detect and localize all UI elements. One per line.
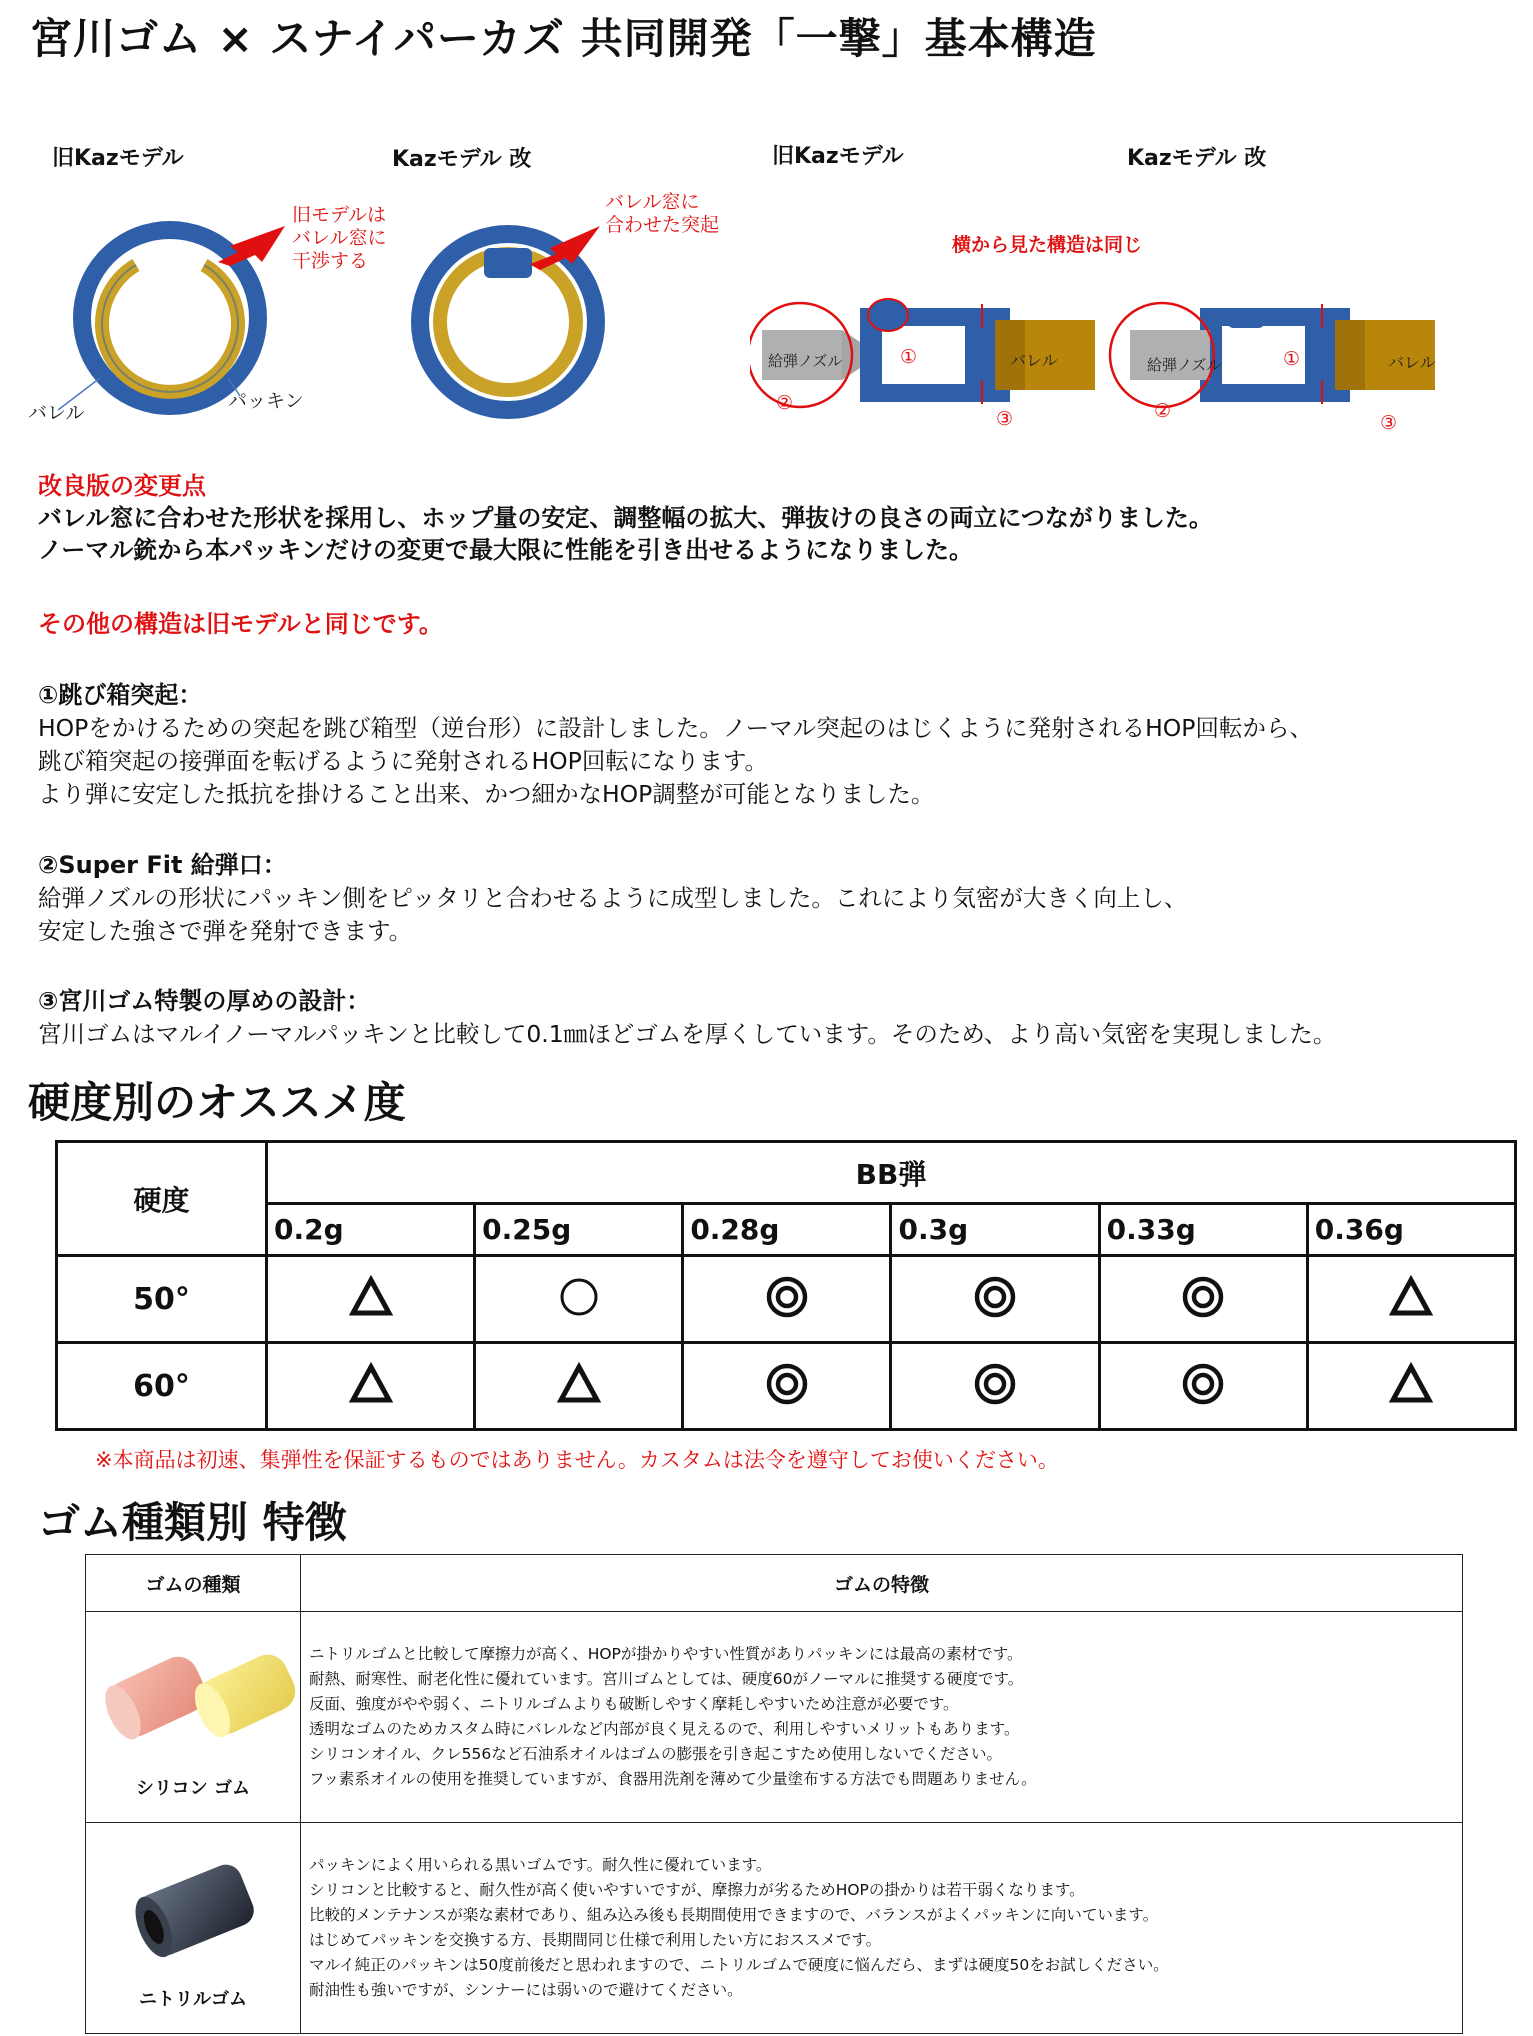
double-circle-icon [1181,1362,1225,1406]
rubber-name: ニトリルゴム [139,1989,247,2010]
section-line: 安定した強さで弾を発射できます。 [38,917,413,945]
disclaimer-note: ※本商品は初速、集弾性を保証するものではありません。カスタムは法令を遵守してお使いください。 [95,1448,1059,1472]
rubber-table [85,1554,1463,2034]
mark-2-new: ② [1154,400,1172,422]
improvements-block [38,470,1498,566]
weight-head: 0.2g [267,1204,475,1256]
hardness-row [57,1256,1516,1343]
front-new-label: Kazモデル 改 [392,147,532,172]
side-old-label: 旧Kazモデル [772,144,904,169]
improvements-heading: 改良版の変更点 [38,472,206,500]
rubber-col-feature: ゴムの特徴 [301,1555,1463,1612]
rubber-row [86,1823,1463,2034]
improvement-line: バレル窓に合わせた形状を採用し、ホップ量の安定、調整幅の拡大、弾抜けの良さの両立につながりました。 [38,504,1213,532]
triangle-icon [1389,1362,1433,1406]
silicone-rubber-image [88,1624,298,1774]
callout-new: バレル窓に 合わせた突起 [605,191,720,236]
other-structure-block [38,608,1498,640]
double-circle-icon [973,1275,1017,1319]
rating-cell [683,1256,891,1343]
section-line: HOPをかけるための突起を跳び箱型（逆台形）に設計しました。ノーマル突起のはじくように発射されるHOP回転から、 [38,714,1313,742]
rubber-description: ニトリルゴムと比較して摩擦力が高く、HOPが掛かりやすい性質がありパッキンには最高の素材です。 耐熱、耐寒性、耐老化性に優れています。宮川ゴムとしては、硬度60がノーマルに推奨する硬度です。 反面、強度がやや弱く、ニトリルゴムよりも破断しやすく摩耗しやすいため注意が必要です。 透明なゴムのためカスタム時にバレルなど内部が良く見えるので、利用しやすいメリットもあります。 シリコンオイル、クレ556など石油系オイルはゴムの膨張を引き起こすため使用しないでください。 フッ素系オイルの使用を推奨していますが、食器用洗剤を薄めて少量塗布する方法でも問題ありません。 [301,1612,1463,1823]
bb-group-head: BB弾 [267,1142,1516,1204]
mark-1-new: ① [1283,348,1301,370]
label-packing: パッキン [228,390,304,412]
rating-cell [1307,1256,1515,1343]
triangle-icon [349,1362,393,1406]
double-circle-icon [765,1362,809,1406]
weight-head: 0.25g [475,1204,683,1256]
mark-3-new: ③ [1380,412,1398,434]
rubber-image-cell [86,1612,301,1823]
side-structure-note: 横から見た構造は同じ [952,234,1143,256]
rubber-col-type: ゴムの種類 [86,1555,301,1612]
circle-icon [557,1275,601,1319]
callout-old: 旧モデルは バレル窓に 干渉する [292,204,387,272]
mark-1-old: ① [900,346,918,368]
rubber-name: シリコン ゴム [136,1778,250,1799]
weight-head: 0.36g [1307,1204,1515,1256]
rating-cell [267,1343,475,1430]
section-line: より弾に安定した抵抗を掛けること出来、かつ細かなHOP調整が可能となりました。 [38,780,935,808]
mark-2-old: ② [776,392,794,414]
hardness-col-head: 硬度 [57,1142,267,1256]
section-heading: ③宮川ゴム特製の厚めの設計： [38,987,371,1015]
hardness-degree: 60° [57,1343,267,1430]
section-1 [38,678,1498,811]
section-line: 跳び箱突起の接弾面を転げるように発射されるHOP回転になります。 [38,747,768,775]
rating-cell [1099,1256,1307,1343]
weight-head: 0.33g [1099,1204,1307,1256]
triangle-icon [349,1275,393,1319]
section-line: 給弾ノズルの形状にパッキン側をピッタリと合わせるように成型しました。これにより気密が大きく向上し、 [38,884,1188,912]
nitrile-rubber-image [88,1839,298,1989]
rating-cell [683,1343,891,1430]
label-nozzle-new: 給弾ノズル [1147,356,1222,374]
label-barrel-side-old: バレル [1010,351,1058,370]
label-barrel-side-new: バレル [1388,353,1436,372]
other-structure-note: その他の構造は旧モデルと同じです。 [38,610,443,638]
rating-cell [1099,1343,1307,1430]
front-view-diagrams [0,200,620,440]
hardness-title: 硬度別のオススメ度 [28,1078,406,1127]
rubber-description: パッキンによく用いられる黒いゴムです。耐久性に優れています。 シリコンと比較すると、耐久性が高く使いやすいですが、摩擦力が劣るためHOPの掛かりは若干弱くなります。 比較的メンテナンスが楽な素材であり、組み込み後も長期間使用できますので、バランスがよくパッキンに向いています。 はじめてパッキンを交換する方、長期間同じ仕様で利用したい方におススメです。 マルイ純正のパッキンは50度前後だと思われますので、ニトリルゴムで硬度に悩んだら、まずは硬度50をお試しください。 耐油性も強いですが、シンナーには弱いので避けてください。 [301,1823,1463,2034]
rating-cell [891,1256,1099,1343]
side-view-diagrams [750,280,1450,430]
hardness-row [57,1343,1516,1430]
rubber-row [86,1612,1463,1823]
section-heading: ①跳び箱突起： [38,681,203,709]
double-circle-icon [973,1362,1017,1406]
double-circle-icon [1181,1275,1225,1319]
rating-cell [891,1343,1099,1430]
triangle-icon [1389,1275,1433,1319]
rubber-title: ゴム種類別 特徴 [38,1498,347,1547]
hardness-degree: 50° [57,1256,267,1343]
section-heading: ②Super Fit 給弾口： [38,851,287,879]
rating-cell [1307,1343,1515,1430]
double-circle-icon [765,1275,809,1319]
side-new-label: Kazモデル 改 [1127,146,1267,171]
rubber-image-cell [86,1823,301,2034]
hardness-table [55,1140,1517,1431]
triangle-icon [557,1362,601,1406]
section-3 [38,984,1498,1051]
section-line: 宮川ゴムはマルイノーマルパッキンと比較して0.1㎜ほどゴムを厚くしています。そのため、より高い気密を実現しました。 [38,1020,1337,1048]
rating-cell [475,1256,683,1343]
section-2 [38,848,1498,948]
mark-3-old: ③ [996,408,1014,430]
weight-head: 0.28g [683,1204,891,1256]
front-old-label: 旧Kazモデル [52,146,184,171]
rating-cell [267,1256,475,1343]
weight-head: 0.3g [891,1204,1099,1256]
improvement-line: ノーマル銃から本パッキンだけの変更で最大限に性能を引き出せるようになりました。 [38,536,974,564]
label-nozzle-old: 給弾ノズル [768,352,843,370]
label-barrel: バレル [28,402,85,424]
rating-cell [475,1343,683,1430]
page-title: 宮川ゴム × スナイパーカズ 共同開発「一撃」基本構造 [30,14,1097,63]
